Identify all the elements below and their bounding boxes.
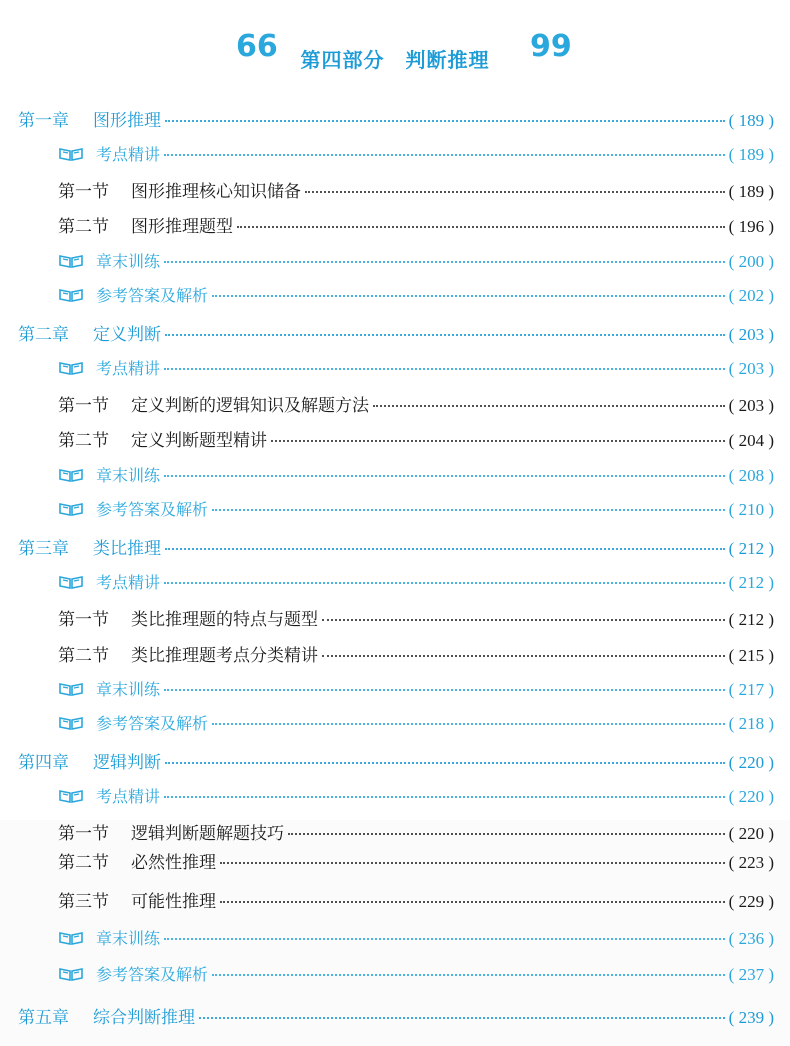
section-number: 第一节 (58, 396, 109, 416)
dot-leader (288, 833, 725, 835)
dot-leader (220, 862, 725, 864)
toc-sub-row[interactable] (58, 142, 774, 166)
page-number: ( 208 ) (728, 466, 774, 485)
section-number: 第二节 (58, 217, 109, 237)
page-number: ( 220 ) (728, 824, 774, 843)
dot-leader (164, 368, 725, 370)
section-number: 第一节 (58, 182, 109, 202)
dot-leader (271, 440, 725, 442)
chapter-number: 第五章 (18, 1008, 69, 1028)
book-icon (58, 360, 84, 376)
book-icon (58, 788, 84, 804)
book-icon (58, 287, 84, 303)
dot-leader (220, 901, 725, 903)
sub-title: 考点精讲 (96, 145, 161, 164)
chapter-title: 逻辑判断 (93, 753, 161, 773)
toc-chapter-row[interactable] (18, 106, 774, 130)
section-title: 类比推理题考点分类精讲 (131, 646, 318, 666)
sub-title: 章末训练 (96, 929, 161, 948)
chapter-number: 第四章 (18, 753, 69, 773)
toc-section-row[interactable] (58, 887, 774, 911)
section-title: 类比推理题的特点与题型 (131, 610, 318, 630)
dot-leader (212, 509, 725, 511)
section-number: 第二节 (58, 431, 109, 451)
section-title: 定义判断题型精讲 (131, 431, 267, 451)
dot-leader (212, 723, 725, 725)
sub-title: 参考答案及解析 (96, 286, 209, 305)
page-number: ( 189 ) (728, 182, 774, 201)
page-number: ( 204 ) (728, 431, 774, 450)
toc-section-row[interactable] (58, 641, 774, 665)
dot-leader (199, 1017, 725, 1019)
page-number: ( 189 ) (728, 145, 774, 164)
section-title: 定义判断的逻辑知识及解题方法 (131, 396, 369, 416)
page-number: ( 210 ) (728, 500, 774, 519)
toc-section-row[interactable] (58, 819, 774, 843)
book-icon (58, 966, 84, 982)
open-quote-mark: 66 (236, 29, 278, 64)
sub-title: 参考答案及解析 (96, 965, 209, 984)
toc-chapter-row[interactable] (18, 748, 774, 772)
chapter-number: 第一章 (18, 111, 69, 131)
toc-sub-row[interactable] (58, 962, 774, 986)
page-number: ( 203 ) (728, 325, 774, 344)
toc-section-row[interactable] (58, 605, 774, 629)
page-number: ( 189 ) (728, 111, 774, 130)
toc-sub-row[interactable] (58, 463, 774, 487)
page-number: ( 218 ) (728, 714, 774, 733)
dot-leader (164, 154, 725, 156)
book-icon (58, 681, 84, 697)
dot-leader (237, 226, 725, 228)
dot-leader (165, 120, 725, 122)
toc-sub-row[interactable] (58, 356, 774, 380)
close-quote-mark: 99 (530, 29, 572, 64)
book-icon (58, 501, 84, 517)
sub-title: 章末训练 (96, 680, 161, 699)
dot-leader (322, 655, 725, 657)
page-number: ( 215 ) (728, 646, 774, 665)
chapter-title: 图形推理 (93, 111, 161, 131)
dot-leader (165, 334, 725, 336)
dot-leader (164, 689, 725, 691)
toc-chapter-row[interactable] (18, 320, 774, 344)
dot-leader (164, 261, 725, 263)
page-number: ( 217 ) (728, 680, 774, 699)
section-title: 可能性推理 (131, 892, 216, 912)
dot-leader (212, 974, 725, 976)
page-number: ( 223 ) (728, 853, 774, 872)
toc-section-row[interactable] (58, 391, 774, 415)
section-title: 逻辑判断题解题技巧 (131, 824, 284, 844)
sub-title: 考点精讲 (96, 787, 161, 806)
book-icon (58, 253, 84, 269)
page-number: ( 239 ) (728, 1008, 774, 1027)
toc-sub-row[interactable] (58, 711, 774, 735)
toc-section-row[interactable] (58, 177, 774, 201)
page-number: ( 220 ) (728, 753, 774, 772)
book-icon (58, 574, 84, 590)
toc-section-row[interactable] (58, 848, 774, 872)
toc-sub-row[interactable] (58, 677, 774, 701)
page-number: ( 212 ) (728, 539, 774, 558)
page-number: ( 203 ) (728, 359, 774, 378)
chapter-number: 第二章 (18, 325, 69, 345)
section-number: 第一节 (58, 824, 109, 844)
page-number: ( 200 ) (728, 252, 774, 271)
page-number: ( 203 ) (728, 396, 774, 415)
page-number: ( 196 ) (728, 217, 774, 236)
toc-section-row[interactable] (58, 212, 774, 236)
dot-leader (165, 548, 725, 550)
toc-sub-row[interactable] (58, 926, 774, 950)
toc-sub-row[interactable] (58, 497, 774, 521)
section-number: 第三节 (58, 892, 109, 912)
page-number: ( 212 ) (728, 610, 774, 629)
page-number: ( 237 ) (728, 965, 774, 984)
page-number: ( 236 ) (728, 929, 774, 948)
section-number: 第一节 (58, 610, 109, 630)
book-icon (58, 146, 84, 162)
book-icon (58, 930, 84, 946)
page-number: ( 229 ) (728, 892, 774, 911)
sub-title: 章末训练 (96, 466, 161, 485)
book-icon (58, 467, 84, 483)
dot-leader (322, 619, 725, 621)
page-number: ( 212 ) (728, 573, 774, 592)
sub-title: 考点精讲 (96, 359, 161, 378)
toc-chapter-row[interactable] (18, 1003, 774, 1027)
section-number: 第二节 (58, 853, 109, 873)
toc-sub-row[interactable] (58, 283, 774, 307)
dot-leader (164, 475, 725, 477)
section-title: 图形推理题型 (131, 217, 233, 237)
chapter-title: 类比推理 (93, 539, 161, 559)
sub-title: 参考答案及解析 (96, 500, 209, 519)
dot-leader (305, 191, 725, 193)
dot-leader (164, 938, 725, 940)
chapter-title: 综合判断推理 (93, 1008, 195, 1028)
chapter-title: 定义判断 (93, 325, 161, 345)
sub-title: 章末训练 (96, 252, 161, 271)
page-title: 第四部分 判断推理 (300, 48, 490, 72)
book-icon (58, 715, 84, 731)
page-number: ( 220 ) (728, 787, 774, 806)
dot-leader (373, 405, 725, 407)
dot-leader (164, 796, 725, 798)
page-number: ( 202 ) (728, 286, 774, 305)
toc-sub-row[interactable] (58, 784, 774, 808)
chapter-number: 第三章 (18, 539, 69, 559)
toc-section-row[interactable] (58, 426, 774, 450)
toc-chapter-row[interactable] (18, 534, 774, 558)
sub-title: 参考答案及解析 (96, 714, 209, 733)
toc-sub-row[interactable] (58, 249, 774, 273)
section-title: 必然性推理 (131, 853, 216, 873)
toc-sub-row[interactable] (58, 570, 774, 594)
dot-leader (212, 295, 725, 297)
section-title: 图形推理核心知识储备 (131, 182, 301, 202)
dot-leader (165, 762, 725, 764)
section-number: 第二节 (58, 646, 109, 666)
dot-leader (164, 582, 725, 584)
sub-title: 考点精讲 (96, 573, 161, 592)
